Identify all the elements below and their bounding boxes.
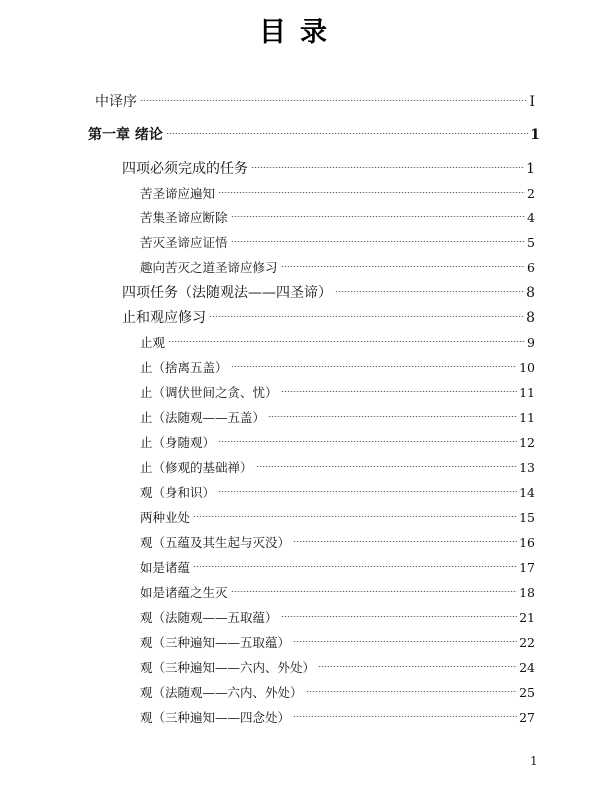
toc-entry-page: 16 bbox=[519, 535, 535, 550]
toc-entry-page: 10 bbox=[519, 360, 535, 375]
toc-entry[interactable] bbox=[122, 300, 535, 326]
dot-leader bbox=[293, 625, 517, 647]
dot-leader bbox=[256, 450, 518, 472]
toc-entry[interactable] bbox=[140, 375, 535, 400]
toc-entry[interactable] bbox=[140, 225, 535, 250]
dot-leader bbox=[251, 151, 524, 173]
toc-entry[interactable] bbox=[140, 500, 535, 525]
toc-entry[interactable] bbox=[140, 575, 535, 600]
page-number: 1 bbox=[530, 754, 538, 768]
toc-entry[interactable] bbox=[140, 425, 535, 450]
dot-leader bbox=[335, 275, 524, 297]
toc-entry[interactable] bbox=[140, 550, 535, 575]
toc-entry-label: 观（三种遍知——五取蕴） bbox=[140, 635, 291, 650]
toc-entry-preface[interactable] bbox=[95, 84, 535, 110]
toc-entry-page: 27 bbox=[519, 710, 535, 725]
toc-entry-page: 21 bbox=[519, 610, 535, 625]
toc-entry-label: 观（身和识） bbox=[140, 485, 216, 500]
toc-entry-label: 苦圣谛应遍知 bbox=[140, 186, 216, 201]
toc-entry-label: 观（五蕴及其生起与灭没） bbox=[140, 535, 291, 550]
toc-entry-label: 止和观应修习 bbox=[122, 310, 206, 326]
dot-leader bbox=[318, 650, 517, 672]
toc-entry-label: 苦灭圣谛应证悟 bbox=[140, 235, 228, 250]
toc-entry-label: 四项必须完成的任务 bbox=[122, 161, 248, 177]
toc-entry-label: 观（法随观——六内、外处） bbox=[140, 685, 303, 700]
toc-entry-label: 观（三种遍知——四念处） bbox=[140, 710, 291, 725]
toc-entry-page: 8 bbox=[526, 285, 535, 301]
toc-entry-label: 两种业处 bbox=[140, 510, 191, 525]
toc-entry-page: 1 bbox=[526, 161, 535, 177]
toc-entry-page: 8 bbox=[526, 310, 535, 326]
toc-entry[interactable] bbox=[140, 400, 535, 425]
dot-leader bbox=[218, 425, 517, 447]
toc-entry-page: 4 bbox=[527, 210, 535, 225]
toc-entry-page: 11 bbox=[519, 410, 535, 425]
toc-entry[interactable] bbox=[140, 600, 535, 625]
toc-entry-page: 5 bbox=[527, 235, 535, 250]
toc-entry[interactable] bbox=[140, 525, 535, 550]
dot-leader bbox=[231, 225, 526, 247]
toc-entry-page: 24 bbox=[519, 660, 535, 675]
toc-entry[interactable] bbox=[140, 450, 535, 475]
toc-entry-page: 12 bbox=[519, 435, 535, 450]
toc-entry-label: 止（法随观——五盖） bbox=[140, 410, 266, 425]
toc-entry-page: 14 bbox=[519, 485, 535, 500]
toc-entry-label: 止（身随观） bbox=[140, 435, 216, 450]
toc-entry[interactable] bbox=[140, 650, 535, 675]
dot-leader bbox=[140, 84, 527, 106]
dot-leader bbox=[231, 350, 518, 372]
toc-entry-page: 2 bbox=[527, 186, 535, 201]
toc-entry[interactable] bbox=[140, 475, 535, 500]
dot-leader bbox=[281, 600, 518, 622]
dot-leader bbox=[281, 375, 518, 397]
toc-entry-label: 四项任务（法随观法——四圣谛） bbox=[122, 285, 332, 301]
toc-entry[interactable] bbox=[140, 350, 535, 375]
toc-entry-page: 9 bbox=[527, 335, 535, 350]
toc-entry[interactable] bbox=[140, 250, 535, 275]
dot-leader bbox=[306, 675, 518, 697]
toc-entry-page: 15 bbox=[519, 510, 535, 525]
toc-entry-label: 中译序 bbox=[95, 94, 137, 110]
toc-entry-label: 观（三种遍知——六内、外处） bbox=[140, 660, 316, 675]
toc-entry-chapter-1[interactable] bbox=[88, 117, 540, 143]
dot-leader bbox=[293, 525, 517, 547]
toc-entry-label: 止（调伏世间之贪、忧） bbox=[140, 385, 278, 400]
dot-leader bbox=[168, 325, 525, 347]
toc-entry[interactable] bbox=[140, 176, 535, 201]
toc-entry[interactable] bbox=[140, 625, 535, 650]
dot-leader bbox=[166, 117, 528, 139]
dot-leader bbox=[231, 575, 518, 597]
toc-entry-page: 6 bbox=[527, 260, 535, 275]
toc-entry-page: 18 bbox=[519, 585, 535, 600]
toc-entry-page: 11 bbox=[519, 385, 535, 400]
dot-leader bbox=[231, 200, 526, 222]
dot-leader bbox=[209, 300, 524, 322]
toc-entry-label: 如是诸蕴之生灭 bbox=[140, 585, 228, 600]
toc-entry[interactable] bbox=[140, 700, 535, 725]
dot-leader bbox=[218, 475, 517, 497]
dot-leader bbox=[218, 176, 525, 198]
toc-entry[interactable] bbox=[122, 275, 535, 301]
toc-entry-label: 趣向苦灭之道圣谛应修习 bbox=[140, 260, 278, 275]
toc-entry-page: 1 bbox=[530, 127, 540, 143]
page-title: 目录 bbox=[259, 17, 341, 48]
toc-entry-page: 25 bbox=[519, 685, 535, 700]
toc-entry-label: 止观 bbox=[140, 335, 166, 350]
dot-leader bbox=[293, 700, 517, 722]
dot-leader bbox=[281, 250, 526, 272]
dot-leader bbox=[193, 550, 517, 572]
toc-entry[interactable] bbox=[140, 200, 535, 225]
toc-entry-label: 第一章 绪论 bbox=[88, 127, 163, 143]
toc-entry[interactable] bbox=[122, 151, 535, 177]
toc-entry-page: 22 bbox=[519, 635, 535, 650]
toc-entry-page: I bbox=[529, 94, 535, 110]
toc-entry[interactable] bbox=[140, 325, 535, 350]
dot-leader bbox=[268, 400, 517, 422]
toc-entry-label: 止（修观的基础禅） bbox=[140, 460, 253, 475]
toc-entry-label: 苦集圣谛应断除 bbox=[140, 210, 228, 225]
dot-leader bbox=[193, 500, 517, 522]
toc-entry-page: 17 bbox=[519, 560, 535, 575]
toc-entry-label: 止（捨离五盖） bbox=[140, 360, 228, 375]
toc-entry-page: 13 bbox=[519, 460, 535, 475]
toc-entry[interactable] bbox=[140, 675, 535, 700]
toc-entry-label: 观（法随观——五取蕴） bbox=[140, 610, 278, 625]
toc-entry-label: 如是诸蕴 bbox=[140, 560, 191, 575]
